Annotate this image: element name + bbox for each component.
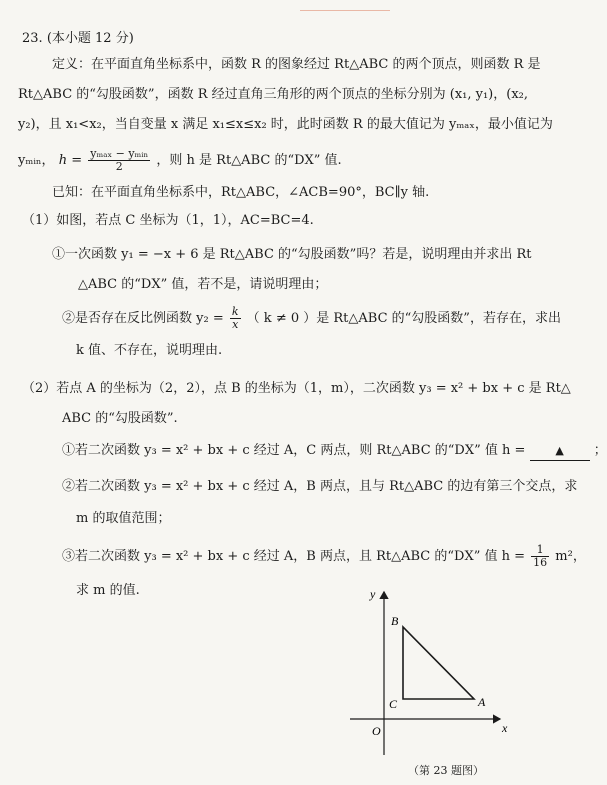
k-numerator: k bbox=[231, 305, 239, 318]
h-formula-numerator: yₘₐₓ − yₘᵢₙ bbox=[90, 147, 149, 160]
point-c-label: C bbox=[389, 697, 398, 711]
h-formula-denominator: 2 bbox=[115, 160, 123, 173]
x-axis-label: x bbox=[502, 721, 508, 735]
part1-q2-tail: （ k ≠ 0 ）是 Rt△ABC 的“勾股函数”，若存在，求出 bbox=[246, 311, 561, 326]
definition-line-2: Rt△ABC 的“勾股函数”，函数 R 经过直角三角形的两个顶点的坐标分别为 (x₁, y₁)，(x₂, bbox=[18, 87, 529, 102]
part1-q1-line-1: ①一次函数 y₁ = −x + 6 是 Rt△ABC 的“勾股函数”吗？若是，说明理由并求出 Rt bbox=[52, 247, 532, 262]
part2-q1-lead: ①若二次函数 y₃ = x² + bx + c 经过 A，C 两点，则 Rt△ABC 的“DX” 值 h = bbox=[62, 443, 526, 458]
part2-q3-tail: m²， bbox=[555, 549, 586, 564]
h-formula-label: h = bbox=[58, 153, 83, 168]
definition-line-4-tail: ，则 h 是 Rt△ABC 的“DX” 值. bbox=[156, 153, 342, 168]
part1-q2-line-2: k 值、不存在，说明理由. bbox=[76, 343, 223, 358]
y-axis-label: y bbox=[370, 587, 376, 601]
definition-line-1: 定义：在平面直角坐标系中，函数 R 的图象经过 Rt△ABC 的两个顶点，则函数 R 是 bbox=[52, 57, 541, 72]
part1-q1-line-2: △ABC 的“DX” 值，若不是，请说明理由； bbox=[78, 277, 328, 292]
part2-q2-line-1: ②若二次函数 y₃ = x² + bx + c 经过 A，B 两点，且与 Rt△ABC 的边有第三个交点，求 bbox=[62, 479, 578, 494]
y-min-label: yₘᵢₙ， bbox=[18, 153, 55, 168]
figure-caption: （第 23 题图） bbox=[408, 764, 484, 777]
answer-triangle-icon: ▲ bbox=[555, 444, 564, 457]
point-a-label: A bbox=[478, 695, 486, 709]
problem-number: 23. bbox=[22, 31, 43, 46]
point-b-label: B bbox=[391, 614, 399, 628]
part2-intro-line-1: （2）若点 A 的坐标为（2，2），点 B 的坐标为（1，m），二次函数 y₃ = x² + bx + c 是 Rt△ bbox=[22, 381, 571, 396]
part2-q3-line-2: 求 m 的值. bbox=[76, 583, 140, 598]
origin-label: O bbox=[372, 724, 381, 738]
one-sixteenth-denominator: 16 bbox=[533, 556, 548, 569]
x-denominator: x bbox=[232, 318, 239, 331]
part2-intro-line-2: ABC 的“勾股函数”. bbox=[62, 411, 178, 426]
part2-q1-tail: ； bbox=[593, 443, 607, 458]
definition-line-3: y₂)，且 x₁<x₂，当自变量 x 满足 x₁≤x≤x₂ 时，此时函数 R 的最大值记为 yₘₐₓ，最小值记为 bbox=[18, 117, 553, 132]
part1-q2-lead: ②是否存在反比例函数 y₂ = bbox=[62, 311, 224, 326]
triangle-abc bbox=[403, 627, 474, 699]
given-statement: 已知：在平面直角坐标系中，Rt△ABC，∠ACB=90°，BC∥y 轴. bbox=[52, 185, 430, 200]
problem-points: (本小题 12 分) bbox=[46, 31, 134, 46]
one-sixteenth-numerator: 1 bbox=[531, 544, 549, 557]
part1-intro: （1）如图，若点 C 坐标为（1，1），AC=BC=4. bbox=[22, 213, 314, 228]
part2-q3-lead: ③若二次函数 y₃ = x² + bx + c 经过 A，B 两点，且 Rt△ABC 的“DX” 值 h = bbox=[62, 549, 526, 564]
part2-q2-line-2: m 的取值范围； bbox=[76, 511, 171, 526]
